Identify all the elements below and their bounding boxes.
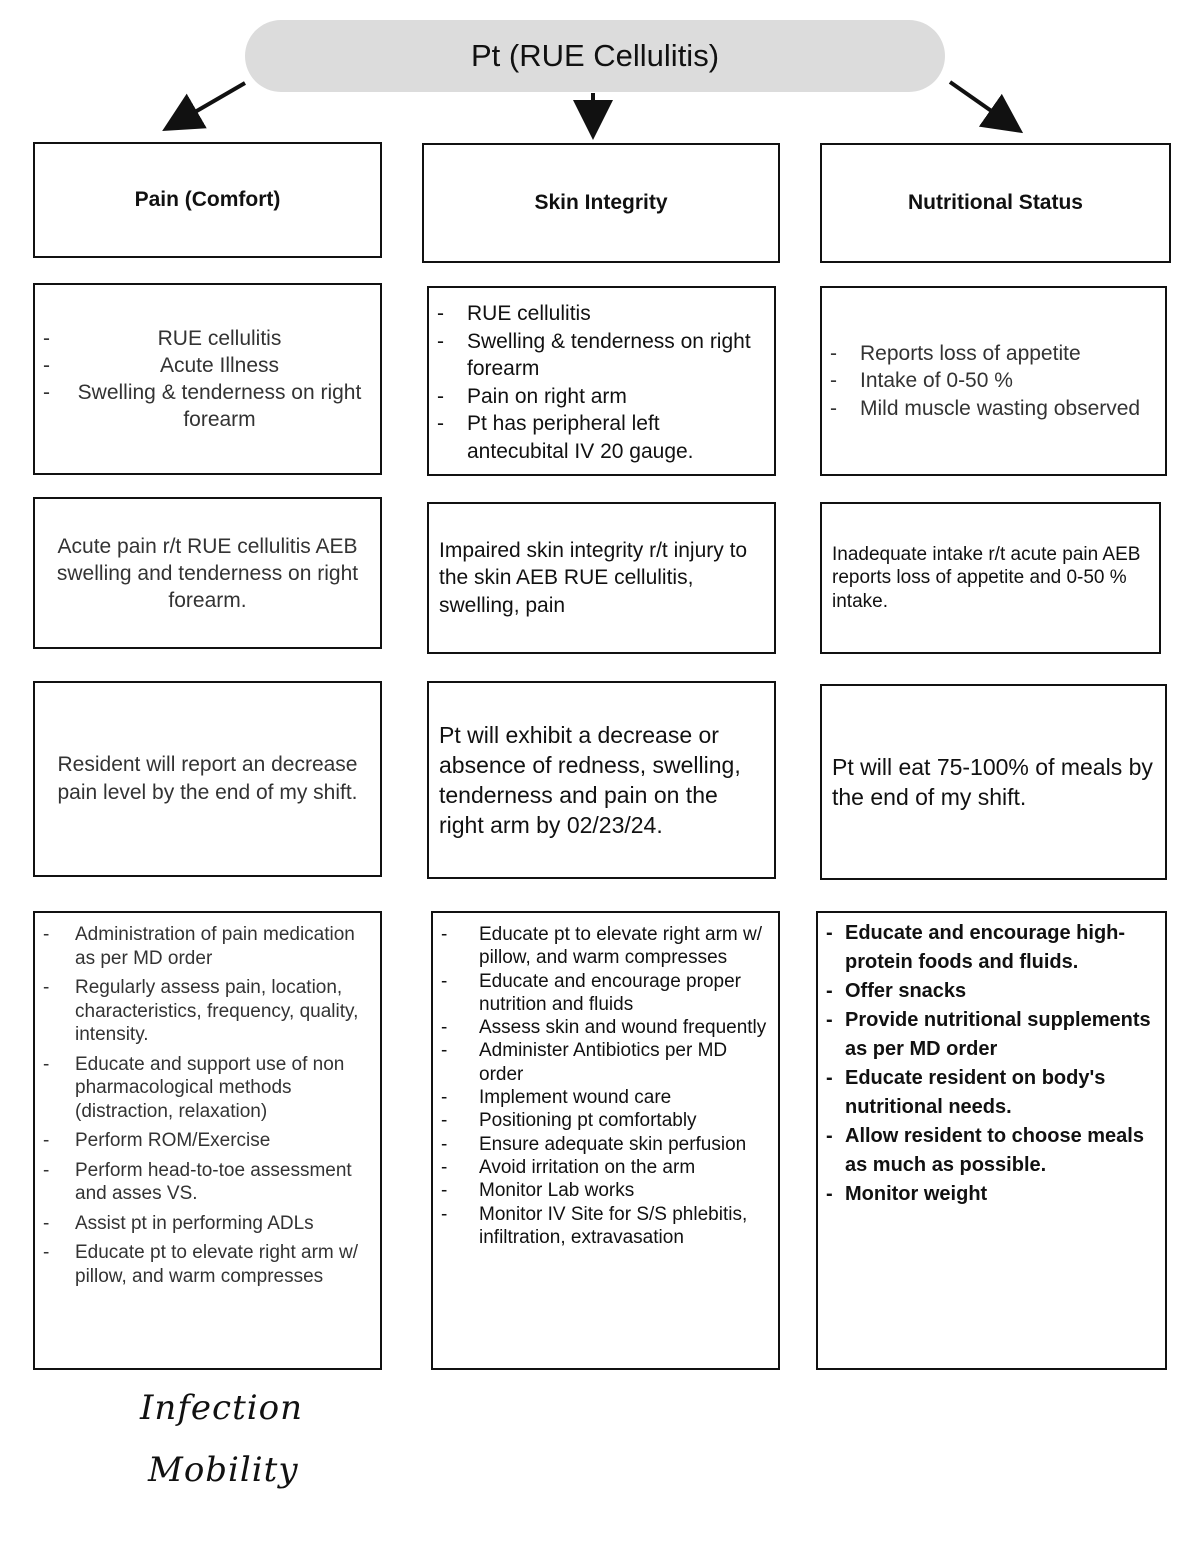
- heading-nutrition-label: Nutritional Status: [907, 191, 1083, 214]
- intervention-item: - Assist pt in performing ADLs: [35, 1212, 372, 1236]
- assessment-nutrition-item: - Reports loss of appetite: [822, 340, 1140, 368]
- heading-pain: [33, 142, 382, 258]
- intervention-item: - Monitor IV Site for S/S phlebitis, infiltration, extravasation: [433, 1203, 770, 1250]
- root-title: Pt (RUE Cellulitis): [470, 38, 720, 73]
- goal-skin-text: Pt will exhibit a decrease or absence of redness, swelling, tenderness and pain on the right arm by 02/23/24.: [439, 722, 741, 838]
- interventions-skin: [431, 911, 780, 1370]
- heading-nutrition: [820, 143, 1171, 263]
- diagnosis-skin-text: Impaired skin integrity r/t injury to the skin AEB RUE cellulitis, swelling, pain: [439, 538, 748, 617]
- diagnosis-skin: [427, 502, 776, 654]
- interventions-pain: [33, 911, 382, 1370]
- diagnosis-nutrition: [820, 502, 1161, 654]
- diagnosis-nutrition-text: Inadequate intake r/t acute pain AEB reports loss of appetite and 0-50 % intake.: [832, 543, 1141, 612]
- intervention-item: - Offer snacks: [818, 977, 1157, 1006]
- assessment-nutrition-item: - Intake of 0-50 %: [822, 367, 1140, 395]
- assessment-nutrition-item: - Mild muscle wasting observed: [822, 395, 1140, 423]
- assessment-nutrition: [820, 286, 1167, 476]
- goal-skin: [427, 681, 776, 879]
- assessment-pain-item: - RUE cellulitis: [35, 325, 380, 352]
- heading-skin-label: Skin Integrity: [534, 191, 668, 214]
- handwritten-note-mobility: Mobility: [148, 1450, 299, 1490]
- intervention-item: - Educate pt to elevate right arm w/ pillow, and warm compresses: [433, 923, 770, 970]
- assessment-pain-item: - Swelling & tenderness on right forearm: [35, 379, 380, 433]
- intervention-item: - Administer Antibiotics per MD order: [433, 1039, 770, 1086]
- assessment-skin: [427, 286, 776, 476]
- intervention-item: - Educate and encourage high-protein foods and fluids.: [818, 919, 1157, 977]
- interventions-nutrition: [816, 911, 1167, 1370]
- assessment-pain-item: - Acute Illness: [35, 352, 380, 379]
- intervention-item: - Implement wound care: [433, 1086, 770, 1109]
- intervention-item: - Monitor Lab works: [433, 1179, 770, 1202]
- goal-pain: [33, 681, 382, 877]
- intervention-item: - Educate resident on body's nutritional needs.: [818, 1064, 1157, 1122]
- heading-pain-label: Pain (Comfort): [134, 188, 281, 211]
- intervention-item: - Allow resident to choose meals as much as possible.: [818, 1122, 1157, 1180]
- intervention-item: - Administration of pain medication as per MD order: [35, 923, 372, 970]
- connector-arrows: [0, 0, 1200, 140]
- assessment-skin-item: - Pain on right arm: [429, 383, 766, 411]
- intervention-item: - Perform ROM/Exercise: [35, 1129, 372, 1153]
- diagnosis-pain: [33, 497, 382, 649]
- goal-pain-text: Resident will report an decrease pain level by the end of my shift.: [57, 753, 358, 804]
- handwritten-note-infection: Infection: [140, 1388, 303, 1428]
- assessment-skin-item: - Swelling & tenderness on right forearm: [429, 328, 766, 383]
- arrow-left: [176, 83, 245, 123]
- intervention-item: - Educate and encourage proper nutrition and fluids: [433, 970, 770, 1017]
- assessment-skin-item: - Pt has peripheral left antecubital IV 20 gauge.: [429, 410, 766, 465]
- intervention-item: - Educate pt to elevate right arm w/ pillow, and warm compresses: [35, 1241, 372, 1288]
- goal-nutrition-text: Pt will eat 75-100% of meals by the end of my shift.: [832, 754, 1153, 810]
- intervention-item: - Monitor weight: [818, 1180, 1157, 1209]
- diagnosis-pain-text: Acute pain r/t RUE cellulitis AEB swelling and tenderness on right forearm.: [56, 534, 359, 612]
- intervention-item: - Provide nutritional supplements as per MD order: [818, 1006, 1157, 1064]
- intervention-item: - Perform head-to-toe assessment and asses VS.: [35, 1159, 372, 1206]
- assessment-pain: [33, 283, 382, 475]
- intervention-item: - Assess skin and wound frequently: [433, 1016, 770, 1039]
- intervention-item: - Educate and support use of non pharmacological methods (distraction, relaxation): [35, 1053, 372, 1124]
- arrow-right: [950, 82, 1010, 124]
- intervention-item: - Ensure adequate skin perfusion: [433, 1133, 770, 1156]
- intervention-item: - Avoid irritation on the arm: [433, 1156, 770, 1179]
- intervention-item: - Regularly assess pain, location, characteristics, frequency, quality, intensity.: [35, 976, 372, 1047]
- assessment-skin-item: - RUE cellulitis: [429, 300, 766, 328]
- goal-nutrition: [820, 684, 1167, 880]
- intervention-item: - Positioning pt comfortably: [433, 1109, 770, 1132]
- heading-skin: [422, 143, 780, 263]
